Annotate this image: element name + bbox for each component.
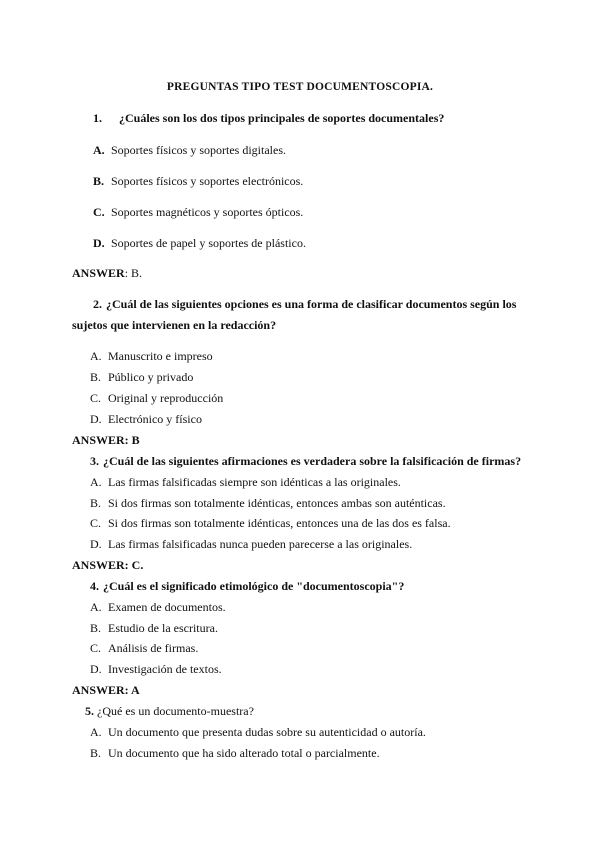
q1-answer: [72, 266, 142, 281]
question-1: [93, 111, 444, 126]
q1-option-c: [93, 205, 303, 220]
q3-option-b-text: Si dos firmas son totalmente idénticas, entonces ambas son auténticas.: [108, 496, 446, 510]
question-2-line-1: [93, 297, 516, 312]
q3-option-a-letter: A.: [90, 475, 102, 489]
q5-option-b-text: Un documento que ha sido alterado total o parcialmente.: [108, 746, 380, 760]
q1-option-d-letter: D.: [93, 236, 105, 250]
q4-option-c-letter: C.: [90, 641, 102, 655]
q3-option-a-text: Las firmas falsificadas siempre son idénticas a las originales.: [108, 475, 401, 489]
q1-option-a-letter: A.: [93, 143, 105, 157]
q4-option-b-text: Estudio de la escritura.: [108, 621, 218, 635]
question-5: [85, 704, 254, 719]
q1-answer-value: : B.: [124, 266, 143, 280]
question-3-number: 3.: [90, 454, 99, 468]
q3-option-c-text: Si dos firmas son totalmente idénticas, entonces una de las dos es falsa.: [108, 516, 451, 530]
q4-option-b-letter: B.: [90, 621, 102, 635]
q1-option-b-letter: B.: [93, 174, 105, 188]
question-2-line-2: sujetos que intervienen en la redacción?: [72, 318, 277, 332]
question-3: [90, 454, 521, 469]
q1-option-d: [93, 236, 306, 251]
q2-option-a-text: Manuscrito e impreso: [108, 349, 213, 363]
q3-option-d: [90, 537, 412, 552]
q5-option-a: [90, 725, 426, 740]
q4-option-c-text: Análisis de firmas.: [108, 641, 199, 655]
q3-option-d-text: Las firmas falsificadas nunca pueden parecerse a las originales.: [108, 537, 413, 551]
q5-option-b-letter: B.: [90, 746, 102, 760]
q2-option-a-letter: A.: [90, 349, 102, 363]
q3-option-c-letter: C.: [90, 516, 102, 530]
q3-answer: ANSWER: C.: [72, 558, 144, 572]
question-1-number: 1.: [93, 111, 102, 125]
q2-option-c-text: Original y reproducción: [108, 391, 224, 405]
q4-option-d-text: Investigación de textos.: [108, 662, 222, 676]
question-3-text: ¿Cuál de las siguientes afirmaciones es verdadera sobre la falsificación de firmas?: [103, 454, 522, 468]
question-1-text: ¿Cuáles son los dos tipos principales de soportes documentales?: [119, 111, 445, 125]
question-4-text: ¿Cuál es el significado etimológico de "documentoscopia"?: [103, 579, 405, 593]
q5-option-a-text: Un documento que presenta dudas sobre su autenticidad o autoría.: [108, 725, 426, 739]
question-2-number: 2.: [93, 297, 102, 311]
q2-option-c: [90, 391, 223, 406]
question-5-text: ¿Qué es un documento-muestra?: [97, 704, 254, 718]
q3-option-b: [90, 496, 446, 511]
q1-option-a: [93, 143, 286, 158]
q1-option-a-text: Soportes físicos y soportes digitales.: [111, 143, 286, 157]
q1-option-b-text: Soportes físicos y soportes electrónicos.: [111, 174, 304, 188]
q4-option-b: [90, 621, 218, 636]
q4-option-a-text: Examen de documentos.: [108, 600, 226, 614]
question-4-number: 4.: [90, 579, 99, 593]
q2-option-b: [90, 370, 193, 385]
q2-option-c-letter: C.: [90, 391, 102, 405]
q5-option-b: [90, 746, 380, 761]
q4-option-d: [90, 662, 222, 677]
question-2-text-line-1: ¿Cuál de las siguientes opciones es una forma de clasificar documentos según los: [106, 297, 517, 311]
q1-option-b: [93, 174, 303, 189]
q3-option-c: [90, 516, 451, 531]
q3-option-b-letter: B.: [90, 496, 102, 510]
q4-option-a: [90, 600, 226, 615]
q4-option-c: [90, 641, 198, 656]
q4-answer: ANSWER: A: [72, 683, 140, 697]
q2-answer: ANSWER: B: [72, 433, 140, 447]
q2-option-d-letter: D.: [90, 412, 102, 426]
q1-answer-label: ANSWER: [72, 266, 125, 280]
q3-option-d-letter: D.: [90, 537, 102, 551]
q1-option-d-text: Soportes de papel y soportes de plástico.: [111, 236, 306, 250]
q2-option-d-text: Electrónico y físico: [108, 412, 202, 426]
q2-option-a: [90, 349, 213, 364]
q1-option-c-text: Soportes magnéticos y soportes ópticos.: [111, 205, 304, 219]
question-5-number: 5.: [85, 704, 94, 718]
q2-option-b-text: Público y privado: [108, 370, 194, 384]
q2-option-b-letter: B.: [90, 370, 102, 384]
q1-option-c-letter: C.: [93, 205, 105, 219]
q2-option-d: [90, 412, 202, 427]
q4-option-d-letter: D.: [90, 662, 102, 676]
q3-option-a: [90, 475, 401, 490]
q5-option-a-letter: A.: [90, 725, 102, 739]
document-title: PREGUNTAS TIPO TEST DOCUMENTOSCOPIA.: [166, 81, 434, 93]
question-4: [90, 579, 404, 594]
q4-option-a-letter: A.: [90, 600, 102, 614]
